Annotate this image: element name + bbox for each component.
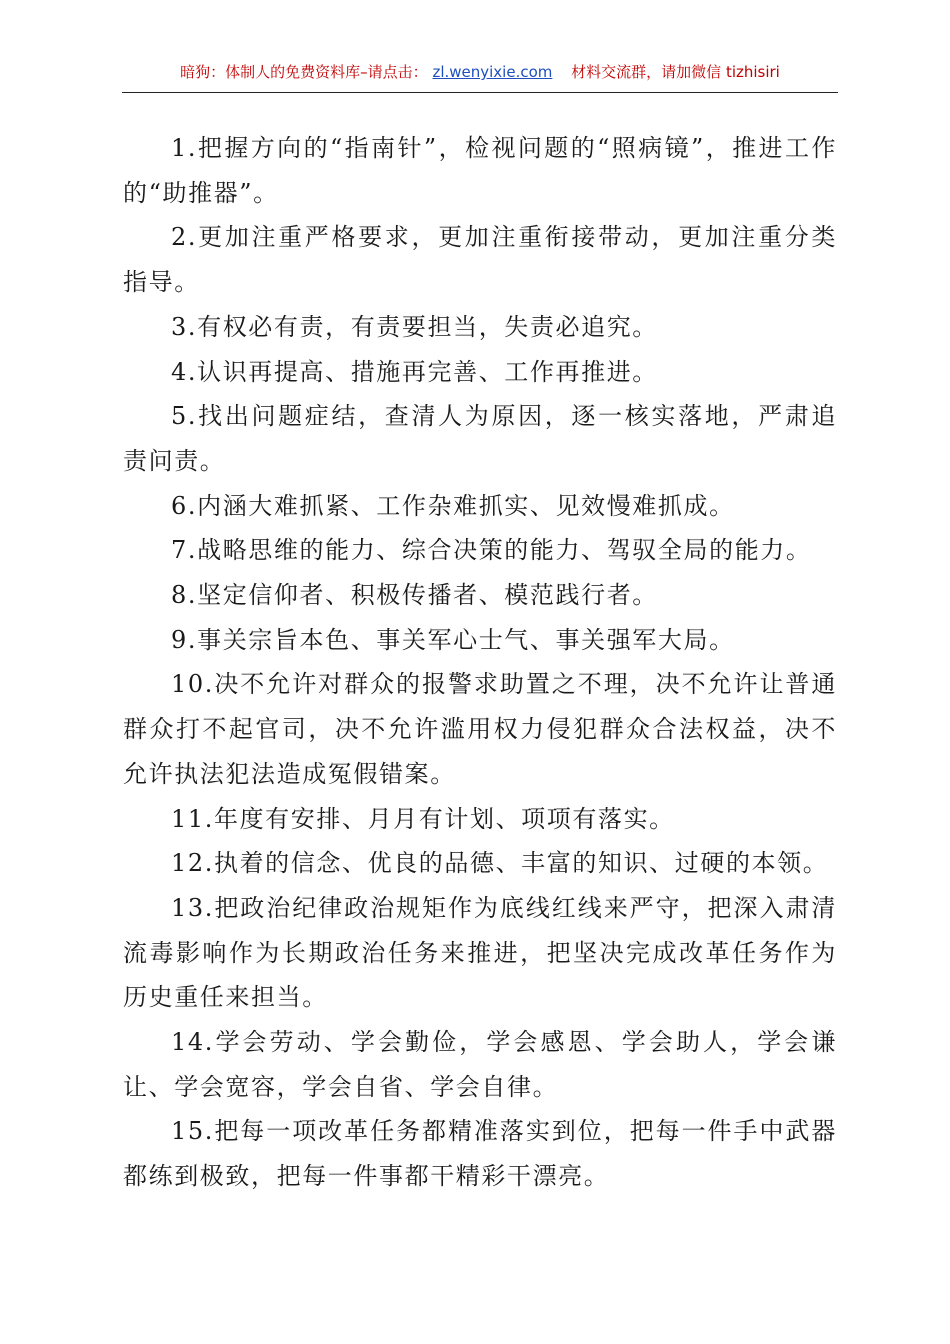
list-item: 7.战略思维的能力、综合决策的能力、驾驭全局的能力。 [171, 536, 812, 565]
list-item: 9.事关宗旨本色、事关军心士气、事关强军大局。 [171, 625, 735, 654]
list-item: 10.决不允许对群众的报警求助置之不理，决不允许让普通群众打不起官司，决不允许滥用权力侵犯群众合法权益，决不允许执法犯法造成冤假错案。 [123, 670, 837, 788]
page-header [122, 62, 838, 93]
list-item: 11.年度有安排、月月有计划、项项有落实。 [171, 804, 675, 833]
list-item: 2.更加注重严格要求，更加注重衔接带动，更加注重分类指导。 [123, 223, 837, 297]
list-item: 1.把握方向的“指南针”，检视问题的“照病镜”，推进工作的“助推器”。 [123, 134, 837, 207]
list-item: 3.有权必有责，有责要担当，失责必追究。 [171, 312, 658, 341]
document-body [123, 126, 837, 1199]
list-item: 12.执着的信念、优良的品德、丰富的知识、过硬的本领。 [171, 849, 829, 878]
list-item: 4.认识再提高、措施再完善、工作再推进。 [171, 357, 658, 386]
header-brand: 暗狗：体制人的免费资料库 [180, 63, 361, 81]
header-contact: 材料交流群，请加微信 tizhisiri [571, 63, 780, 81]
list-item: 8.坚定信仰者、积极传播者、模范践行者。 [171, 581, 658, 610]
list-item: 6.内涵大难抓紧、工作杂难抓实、见效慢难抓成。 [171, 491, 735, 520]
list-item: 13.把政治纪律政治规矩作为底线红线来严守，把深入肃清流毒影响作为长期政治任务来推进，把坚决完成改革任务作为历史重任来担当。 [123, 893, 837, 1012]
header-separator: –请点击： [360, 63, 428, 81]
list-item: 14.学会劳动、学会勤俭，学会感恩、学会助人，学会谦让、学会宽容，学会自省、学会自律。 [123, 1028, 837, 1101]
list-item: 5.找出问题症结，查清人为原因，逐一核实落地，严肃追责问责。 [123, 402, 837, 475]
header-link[interactable]: zl.wenyixie.com [432, 63, 553, 81]
list-item: 15.把每一项改革任务都精准落实到位，把每一件手中武器都练到极致，把每一件事都干精彩干漂亮。 [123, 1117, 837, 1191]
